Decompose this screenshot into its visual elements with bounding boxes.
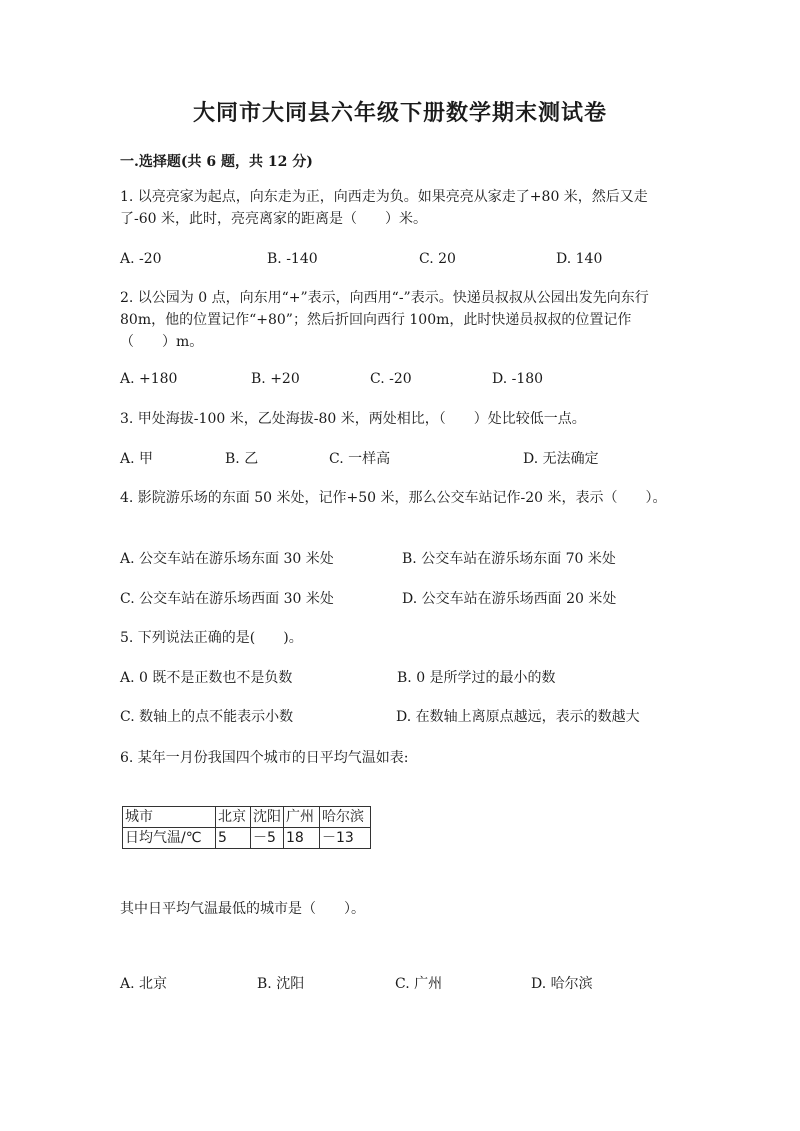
option-a: A. -20	[120, 251, 162, 267]
question-3-options	[120, 448, 700, 470]
question-2-text: 2. 以公园为 0 点，向东用“+”表示，向西用“-”表示。快递员叔叔从公园出发先向东行 80m，他的位置记作“+80”；然后折回向西行 100m，此时快递员叔叔的位置记作（ ）m。	[120, 290, 649, 350]
table-cell: 日均气温/℃	[123, 828, 216, 849]
table-cell: 哈尔滨	[320, 807, 371, 828]
section-heading: 一.选择题(共 6 题，共 12 分)	[120, 154, 313, 170]
option-d: D. 在数轴上离原点越远，表示的数越大	[396, 709, 640, 725]
question-6-text: 6. 某年一月份我国四个城市的日平均气温如表:	[120, 750, 409, 766]
option-b: B. -140	[267, 251, 318, 267]
option-b: B. 乙	[225, 451, 259, 467]
table-cell: 北京	[216, 807, 251, 828]
table-cell: 广州	[284, 807, 320, 828]
option-c: C. 公交车站在游乐场西面 30 米处	[120, 591, 334, 607]
table-cell: －13	[320, 828, 371, 849]
question-1-text: 1. 以亮亮家为起点，向东走为正，向西走为负。如果亮亮从家走了+80 米，然后又走了-60 米，此时，亮亮离家的距离是（ ）米。	[120, 189, 648, 227]
table-cell: 18	[284, 828, 320, 849]
question-4-text: 4. 影院游乐场的东面 50 米处，记作+50 米，那么公交车站记作-20 米，表示（ ）。	[120, 490, 667, 506]
option-a: A. 0 既不是正数也不是负数	[120, 670, 293, 686]
table-cell: 沈阳	[251, 807, 284, 828]
question-6-options	[120, 973, 700, 995]
option-b: B. 公交车站在游乐场东面 70 米处	[402, 551, 616, 567]
option-c: C. -20	[370, 371, 412, 387]
question-2-options	[120, 368, 700, 390]
temperature-table	[122, 806, 371, 849]
option-c: C. 数轴上的点不能表示小数	[120, 709, 294, 725]
table-cell: －5	[251, 828, 284, 849]
option-d: D. 公交车站在游乐场西面 20 米处	[402, 591, 617, 607]
option-b: B. 0 是所学过的最小的数	[397, 670, 556, 686]
option-c: C. 20	[419, 251, 456, 267]
option-b: B. 沈阳	[257, 976, 305, 992]
table-cell: 城市	[123, 807, 216, 828]
option-d: D. 无法确定	[523, 451, 599, 467]
question-5-text: 5. 下列说法正确的是( )。	[120, 630, 303, 646]
option-c: C. 一样高	[329, 451, 391, 467]
exam-title: 大同市大同县六年级下册数学期末测试卷	[192, 100, 607, 126]
table-cell: 5	[216, 828, 251, 849]
option-a: A. +180	[120, 371, 178, 387]
option-a: A. 甲	[120, 451, 154, 467]
question-4-options-row-1	[120, 548, 700, 570]
table-row	[123, 828, 371, 849]
option-d: D. 哈尔滨	[531, 976, 593, 992]
option-b: B. +20	[251, 371, 300, 387]
table-header-row	[123, 807, 371, 828]
question-3-text: 3. 甲处海拔-100 米，乙处海拔-80 米，两处相比，（ ）处比较低一点。	[120, 411, 586, 427]
option-a: A. 公交车站在游乐场东面 30 米处	[120, 551, 334, 567]
question-5-options-row-2	[120, 706, 700, 728]
option-a: A. 北京	[120, 976, 168, 992]
option-c: C. 广州	[395, 976, 443, 992]
question-6-followup: 其中日平均气温最低的城市是（ ）。	[120, 901, 365, 917]
question-1-options	[120, 248, 700, 270]
option-d: D. 140	[556, 251, 603, 267]
option-d: D. -180	[492, 371, 544, 387]
question-4-options-row-2	[120, 588, 700, 610]
question-5-options-row-1	[120, 667, 700, 689]
